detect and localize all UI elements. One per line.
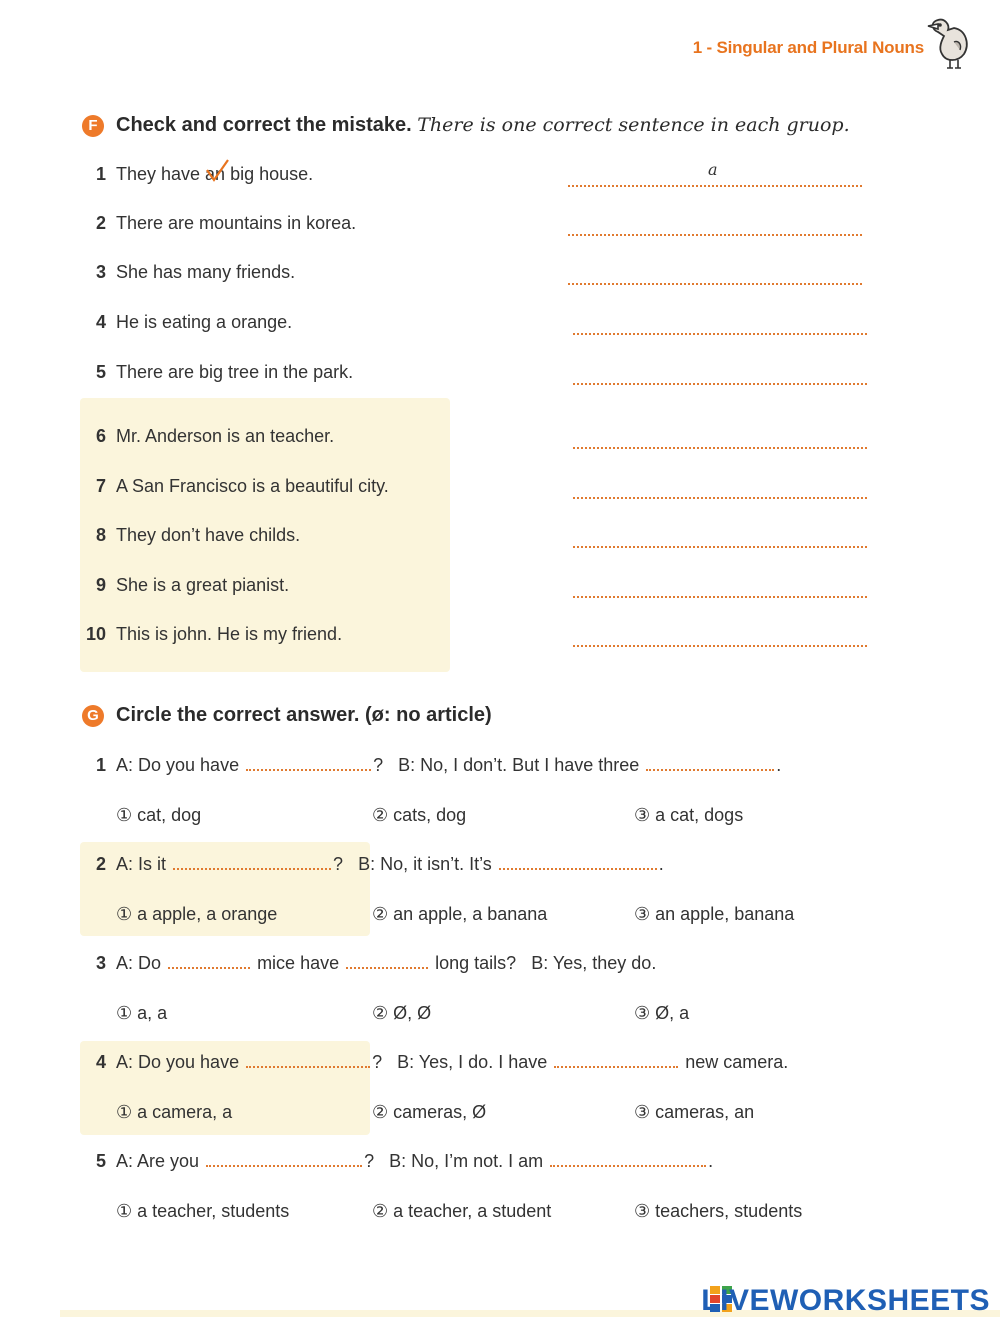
answer-field[interactable] — [573, 447, 867, 449]
answer-option[interactable]: ② cameras, Ø — [372, 1102, 487, 1122]
sentence-text: They don’t have childs. — [116, 525, 301, 545]
question-text: . — [708, 1151, 714, 1171]
answer-field[interactable] — [573, 497, 867, 499]
item-number: 2 — [95, 213, 106, 233]
section-f-instruction: Check and correct the mistake. — [116, 114, 412, 136]
item-number: 3 — [95, 953, 106, 973]
answer-field[interactable] — [568, 185, 862, 187]
answer-option[interactable]: ① a apple, a orange — [116, 904, 278, 924]
question-text: long tails? — [435, 953, 517, 973]
page-title: 1 - Singular and Plural Nouns — [692, 38, 924, 57]
answer-option[interactable]: ① a teacher, students — [116, 1201, 290, 1221]
answer-option[interactable]: ③ teachers, students — [634, 1201, 803, 1221]
answer-text: a — [708, 160, 718, 179]
question-text: . — [658, 854, 664, 874]
answer-blank[interactable] — [554, 1066, 678, 1068]
question-text: new camera. — [685, 1052, 789, 1072]
question-line — [116, 854, 664, 875]
answer-option[interactable]: ③ a cat, dogs — [634, 805, 744, 825]
item-number: 3 — [95, 262, 106, 282]
answer-blank[interactable] — [499, 868, 657, 870]
question-text: B: No, I don’t. But I have three — [398, 755, 640, 775]
answer-option[interactable]: ② a teacher, a student — [372, 1201, 552, 1221]
item-number: 1 — [95, 755, 106, 775]
correction-check-icon — [204, 158, 230, 184]
item-number: 2 — [95, 854, 106, 874]
answer-blank[interactable] — [168, 967, 250, 969]
answer-blank[interactable] — [246, 1066, 370, 1068]
section-f-title — [116, 114, 850, 137]
answer-option[interactable]: ① a, a — [116, 1003, 168, 1023]
question-text: B: Yes, they do. — [531, 953, 657, 973]
answer-option[interactable]: ② an apple, a banana — [372, 904, 548, 924]
item-number: 7 — [95, 476, 106, 496]
answer-option[interactable]: ① cat, dog — [116, 805, 202, 825]
question-text: A: Is it — [116, 854, 167, 874]
question-line — [116, 755, 781, 776]
sentence-text: A San Francisco is a beautiful city. — [116, 476, 389, 496]
section-g-title: Circle the correct answer. (ø: no article) — [116, 704, 492, 726]
sentence-text: She has many friends. — [116, 262, 296, 282]
item-number: 1 — [95, 164, 106, 184]
answer-blank[interactable] — [173, 868, 331, 870]
question-text: A: Do you have — [116, 1052, 240, 1072]
question-text: A: Are you — [116, 1151, 200, 1171]
question-line — [116, 953, 656, 974]
question-text: ? — [333, 854, 344, 874]
question-text: ? — [373, 755, 384, 775]
question-text: . — [776, 755, 782, 775]
answer-field[interactable] — [568, 234, 862, 236]
answer-field[interactable] — [573, 383, 867, 385]
sentence-text: He is eating a orange. — [116, 312, 293, 332]
answer-blank[interactable] — [246, 769, 371, 771]
answer-option[interactable]: ② cats, dog — [372, 805, 467, 825]
item-number: 5 — [95, 362, 106, 382]
question-line — [116, 1151, 713, 1172]
item-number: 8 — [95, 525, 106, 545]
answer-field[interactable] — [573, 596, 867, 598]
item-number: 4 — [95, 1052, 106, 1072]
item-number: 9 — [95, 575, 106, 595]
section-f-note: There is one correct sentence in each gruop. — [417, 114, 850, 136]
sentence-text: This is john. He is my friend. — [116, 624, 343, 644]
sentence-text: There are big tree in the park. — [116, 362, 354, 382]
sentence-text: Mr. Anderson is an teacher. — [116, 426, 335, 446]
item-number: 4 — [95, 312, 106, 332]
answer-option[interactable]: ③ Ø, a — [634, 1003, 690, 1023]
question-text: A: Do you have — [116, 755, 240, 775]
answer-field[interactable] — [573, 645, 867, 647]
question-text: mice have — [257, 953, 340, 973]
question-text: A: Do — [116, 953, 162, 973]
answer-option[interactable]: ② Ø, Ø — [372, 1003, 432, 1023]
answer-field[interactable] — [573, 333, 867, 335]
question-text: ? — [372, 1052, 383, 1072]
item-number: 5 — [95, 1151, 106, 1171]
item-number: 6 — [95, 426, 106, 446]
answer-blank[interactable] — [550, 1165, 706, 1167]
answer-option[interactable]: ① a camera, a — [116, 1102, 233, 1122]
liveworksheets-brand: LIVEWORKSHEETS — [701, 1284, 990, 1317]
answer-option[interactable]: ③ cameras, an — [634, 1102, 755, 1122]
sentence-text: They have an big house. — [116, 164, 314, 184]
answer-field[interactable] — [573, 546, 867, 548]
question-line — [116, 1052, 788, 1073]
question-text: B: Yes, I do. I have — [397, 1052, 548, 1072]
answer-blank[interactable] — [646, 769, 774, 771]
answer-blank[interactable] — [346, 967, 428, 969]
answer-blank[interactable] — [206, 1165, 362, 1167]
bird-mascot-icon — [924, 10, 972, 72]
section-g-icon: G — [82, 705, 104, 727]
answer-option[interactable]: ③ an apple, banana — [634, 904, 795, 924]
sentence-text: There are mountains in korea. — [116, 213, 357, 233]
section-f-icon: F — [82, 115, 104, 137]
answer-field[interactable] — [568, 283, 862, 285]
question-text: B: No, it isn’t. It’s — [358, 854, 492, 874]
question-text: ? — [364, 1151, 375, 1171]
question-text: B: No, I’m not. I am — [389, 1151, 544, 1171]
sentence-text: She is a great pianist. — [116, 575, 290, 595]
item-number: 10 — [85, 624, 106, 644]
